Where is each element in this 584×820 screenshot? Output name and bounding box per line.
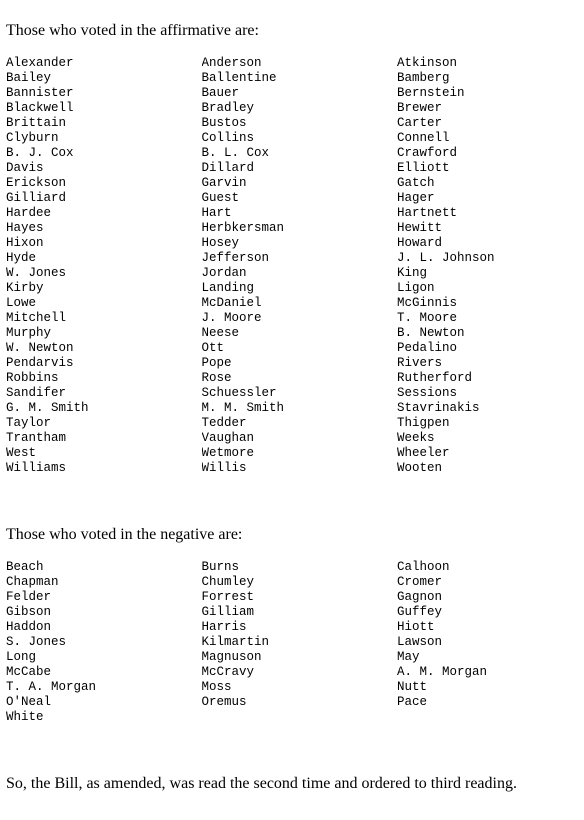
affirmative-voter-name: Howard <box>397 236 443 250</box>
negative-voter-name: Calhoon <box>397 560 450 574</box>
closing-statement: So, the Bill, as amended, was read the second time and ordered to third reading. <box>6 775 517 792</box>
affirmative-voter-name: Guest <box>201 191 240 205</box>
affirmative-voter-name: Pedalino <box>397 341 458 355</box>
negative-voter-name: T. A. Morgan <box>6 680 97 694</box>
negative-voter-name: Nutt <box>397 680 428 694</box>
affirmative-voter-name: Hart <box>201 206 232 220</box>
affirmative-voter-name: Davis <box>6 161 44 175</box>
affirmative-voter-name: Schuessler <box>201 386 277 400</box>
affirmative-voter-name: Hosey <box>201 236 240 250</box>
affirmative-voter-name: Carter <box>397 116 443 130</box>
affirmative-voter-name: McGinnis <box>397 296 458 310</box>
affirmative-voter-name: Herbkersman <box>201 221 285 235</box>
negative-voter-name: A. M. Morgan <box>397 665 488 679</box>
affirmative-voter-name: Hartnett <box>397 206 458 220</box>
affirmative-voter-name: Hayes <box>6 221 44 235</box>
negative-voter-name: Guffey <box>397 605 443 619</box>
affirmative-voter-name: Alexander <box>6 56 74 70</box>
affirmative-voter-name: Erickson <box>6 176 67 190</box>
negative-voter-name: Haddon <box>6 620 52 634</box>
affirmative-voter-name: Jordan <box>201 266 247 280</box>
negative-voter-name: Oremus <box>201 695 247 709</box>
affirmative-voter-name: Vaughan <box>201 431 255 445</box>
affirmative-voter-name: Collins <box>201 131 255 145</box>
affirmative-voter-name: Gilliard <box>6 191 67 205</box>
negative-voter-name: Forrest <box>201 590 255 604</box>
affirmative-voter-name: Murphy <box>6 326 52 340</box>
affirmative-voter-name: Pope <box>201 356 232 370</box>
affirmative-voter-name: Williams <box>6 461 67 475</box>
negative-voter-name: Long <box>6 650 37 664</box>
affirmative-voter-name: McDaniel <box>201 296 262 310</box>
negative-voter-name: S. Jones <box>6 635 67 649</box>
affirmative-voter-name: Garvin <box>201 176 247 190</box>
affirmative-voter-name: Ligon <box>397 281 435 295</box>
affirmative-voter-name: Clyburn <box>6 131 59 145</box>
affirmative-voter-name: Atkinson <box>397 56 458 70</box>
affirmative-voter-name: Wetmore <box>201 446 255 460</box>
negative-voter-name: Beach <box>6 560 44 574</box>
negative-voter-name: Felder <box>6 590 52 604</box>
negative-voter-name: Harris <box>201 620 247 634</box>
affirmative-voter-name: J. L. Johnson <box>397 251 495 265</box>
affirmative-voter-name: Blackwell <box>6 101 74 115</box>
negative-voter-name: Gagnon <box>397 590 443 604</box>
affirmative-voter-name: Willis <box>201 461 247 475</box>
affirmative-voter-name: Anderson <box>201 56 262 70</box>
affirmative-voter-name: Elliott <box>397 161 450 175</box>
affirmative-voter-name: Robbins <box>6 371 59 385</box>
affirmative-voter-name: Kirby <box>6 281 44 295</box>
affirmative-voter-name: Hewitt <box>397 221 443 235</box>
affirmative-voter-name: Rivers <box>397 356 443 370</box>
negative-voter-name: Kilmartin <box>201 635 270 649</box>
negative-voter-name: Gilliam <box>201 605 255 619</box>
affirmative-voter-name: Jefferson <box>201 251 270 265</box>
affirmative-voter-name: West <box>6 446 37 460</box>
affirmative-voter-name: Ott <box>201 341 225 355</box>
negative-voter-name: Magnuson <box>201 650 262 664</box>
negative-name-list <box>6 560 584 725</box>
affirmative-voter-name: Hager <box>397 191 435 205</box>
negative-voter-name: Moss <box>201 680 232 694</box>
affirmative-voter-name: Trantham <box>6 431 67 445</box>
negative-voter-name: Chumley <box>201 575 255 589</box>
negative-voter-name: Pace <box>397 695 428 709</box>
affirmative-voter-name: Crawford <box>397 146 458 160</box>
affirmative-voter-name: Bailey <box>6 71 52 85</box>
affirmative-voter-name: Bannister <box>6 86 74 100</box>
affirmative-voter-name: Rutherford <box>397 371 473 385</box>
affirmative-voter-name: Taylor <box>6 416 52 430</box>
affirmative-voter-name: Rose <box>201 371 232 385</box>
affirmative-voter-name: Bernstein <box>397 86 465 100</box>
affirmative-voter-name: T. Moore <box>397 311 458 325</box>
negative-voter-name: Lawson <box>397 635 443 649</box>
affirmative-voter-name: Bustos <box>201 116 247 130</box>
affirmative-voter-name: Connell <box>397 131 450 145</box>
affirmative-voter-name: Wheeler <box>397 446 450 460</box>
negative-voter-name: Burns <box>201 560 240 574</box>
affirmative-voter-name: G. M. Smith <box>6 401 89 415</box>
affirmative-name-list <box>6 56 584 476</box>
affirmative-voter-name: Bauer <box>201 86 240 100</box>
affirmative-voter-name: Tedder <box>201 416 247 430</box>
affirmative-voter-name: B. J. Cox <box>6 146 74 160</box>
affirmative-voter-name: Gatch <box>397 176 435 190</box>
affirmative-voter-name: Landing <box>201 281 255 295</box>
affirmative-voter-name: Sandifer <box>6 386 67 400</box>
affirmative-voter-name: Mitchell <box>6 311 67 325</box>
affirmative-voter-name: Lowe <box>6 296 37 310</box>
negative-voter-name: May <box>397 650 420 664</box>
affirmative-voter-name: Bamberg <box>397 71 450 85</box>
negative-voter-name: Chapman <box>6 575 59 589</box>
negative-voter-name: McCravy <box>201 665 255 679</box>
affirmative-voter-name: Stavrinakis <box>397 401 480 415</box>
affirmative-voter-name: Hardee <box>6 206 52 220</box>
negative-voter-name: O'Neal <box>6 695 52 709</box>
affirmative-voter-name: Hixon <box>6 236 44 250</box>
affirmative-heading: Those who voted in the affirmative are: <box>6 22 259 39</box>
affirmative-voter-name: Pendarvis <box>6 356 74 370</box>
affirmative-voter-name: W. Newton <box>6 341 74 355</box>
negative-heading: Those who voted in the negative are: <box>6 526 243 543</box>
affirmative-voter-name: J. Moore <box>201 311 262 325</box>
affirmative-voter-name: Neese <box>201 326 240 340</box>
affirmative-voter-name: Bradley <box>201 101 255 115</box>
affirmative-voter-name: B. Newton <box>397 326 465 340</box>
negative-voter-name: McCabe <box>6 665 52 679</box>
affirmative-voter-name: Brittain <box>6 116 67 130</box>
affirmative-voter-name: Wooten <box>397 461 443 475</box>
affirmative-voter-name: King <box>397 266 428 280</box>
affirmative-voter-name: Ballentine <box>201 71 277 85</box>
affirmative-voter-name: Dillard <box>201 161 255 175</box>
affirmative-voter-name: B. L. Cox <box>201 146 270 160</box>
affirmative-voter-name: M. M. Smith <box>201 401 285 415</box>
affirmative-voter-name: Hyde <box>6 251 37 265</box>
negative-voter-name: Hiott <box>397 620 435 634</box>
negative-voter-name: Cromer <box>397 575 443 589</box>
affirmative-voter-name: W. Jones <box>6 266 67 280</box>
negative-voter-name: White <box>6 710 44 724</box>
affirmative-voter-name: Brewer <box>397 101 443 115</box>
affirmative-voter-name: Weeks <box>397 431 435 445</box>
affirmative-voter-name: Sessions <box>397 386 458 400</box>
negative-voter-name: Gibson <box>6 605 52 619</box>
affirmative-voter-name: Thigpen <box>397 416 450 430</box>
